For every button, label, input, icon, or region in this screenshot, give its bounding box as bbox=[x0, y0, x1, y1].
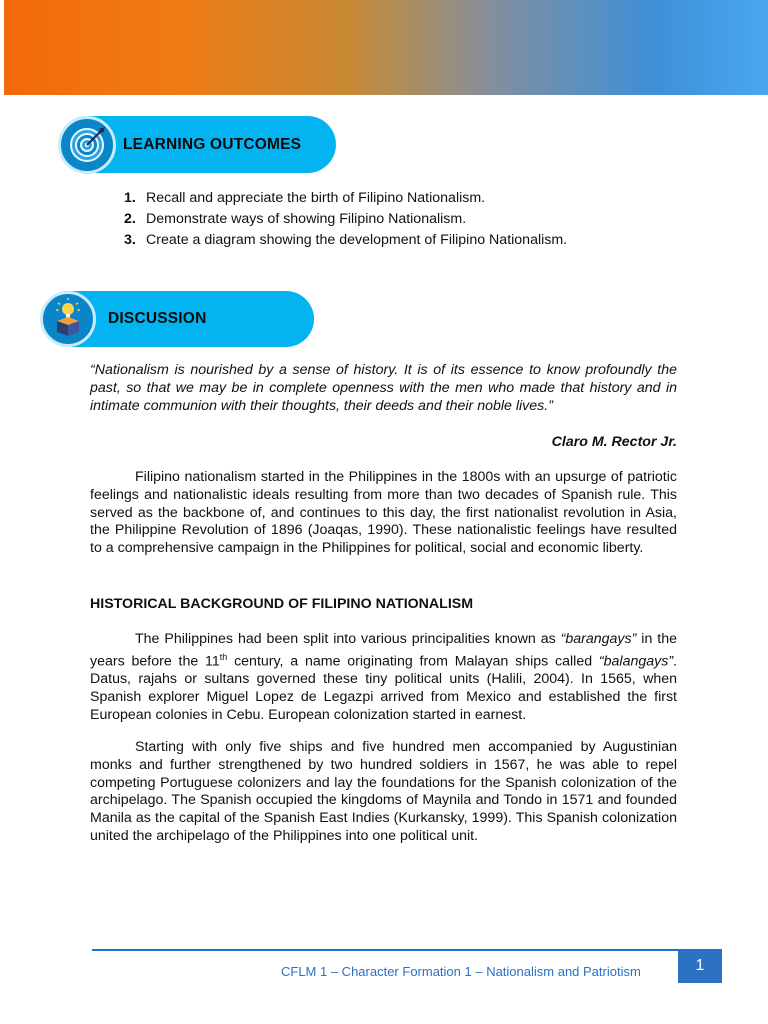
discussion-title: DISCUSSION bbox=[108, 310, 207, 327]
lightbulb-box-icon bbox=[40, 291, 96, 347]
target-icon bbox=[58, 116, 116, 174]
section-heading: HISTORICAL BACKGROUND OF FILIPINO NATIONALISM bbox=[90, 596, 474, 612]
list-item-text: Demonstrate ways of showing Filipino Nationalism. bbox=[146, 211, 467, 227]
list-number: 3. bbox=[124, 232, 136, 248]
list-number: 1. bbox=[124, 190, 136, 206]
list-item-text: Create a diagram showing the development of Filipino Nationalism. bbox=[146, 232, 568, 248]
text-run: century, a name originating from Malayan ships called bbox=[227, 653, 599, 670]
text-run: . Datus, rajahs or sultans governed these tiny political units (Halili, 2004). In 1565, when Spanish explorer Miguel Lopez de Legazpi arrived from Mexico and established the first European colonies in Cebu. European colonization started in earnest. bbox=[90, 653, 677, 723]
list-item-text: Recall and appreciate the birth of Filipino Nationalism. bbox=[146, 190, 486, 206]
learning-outcomes-title: LEARNING OUTCOMES bbox=[123, 136, 302, 153]
term-balangays: “balangays” bbox=[598, 653, 674, 670]
text-run: The Philippines had been split into various principalities known as bbox=[135, 631, 561, 647]
superscript: th bbox=[219, 651, 228, 662]
list-item bbox=[124, 230, 567, 251]
paragraph-nationalism-intro: Filipino nationalism started in the Philippines in the 1800s with an upsurge of patriotic feelings and nationalistic ideals resulting from more than two decades of Spanish rule. This served as the backbone of, and continues to this day, the first nationalist revolution in Asia, the Philippine Revolution of 1896 (Joaqas, 1990). These nationalistic feelings have resulted to a comprehensive campaign in the Philippines for political, social and economic liberty. bbox=[90, 469, 677, 557]
footer-divider bbox=[92, 949, 722, 951]
paragraph-historical-background bbox=[90, 631, 677, 725]
list-item bbox=[124, 209, 567, 230]
text-run: in the years before the 11 bbox=[90, 631, 677, 670]
paragraph-spanish-colonization: Starting with only five ships and five hundred men accompanied by Augustinian monks and further strengthened by two hundred soldiers in 1567, he was able to repel competing Portuguese colonizers and lay the foundations for the Spanish colonization of the archipelago. The Spanish occupied the kingdoms of Maynila and Tondo in 1571 and founded Manila as the capital of the Spanish East Indies (Kurkansky, 1999). This Spanish colonization united the archipelago of the Philippines into one political unit. bbox=[90, 739, 677, 844]
page-number: 1 bbox=[678, 951, 722, 983]
quote-author: Claro M. Rector Jr. bbox=[551, 434, 677, 450]
term-barangays: “barangays” bbox=[560, 631, 637, 647]
header-banner bbox=[4, 0, 768, 95]
list-item bbox=[124, 188, 567, 209]
footer-course-title: CFLM 1 – Character Formation 1 – Nationalism and Patriotism bbox=[281, 964, 641, 979]
opening-quote: “Nationalism is nourished by a sense of history. It is of its essence to know profoundly the past, so that we may be in complete openness with the men who made that history and in intimate communion with their thoughts, their deeds and their noble lives.” bbox=[90, 362, 677, 414]
learning-outcomes-list bbox=[124, 188, 567, 251]
list-number: 2. bbox=[124, 211, 136, 227]
